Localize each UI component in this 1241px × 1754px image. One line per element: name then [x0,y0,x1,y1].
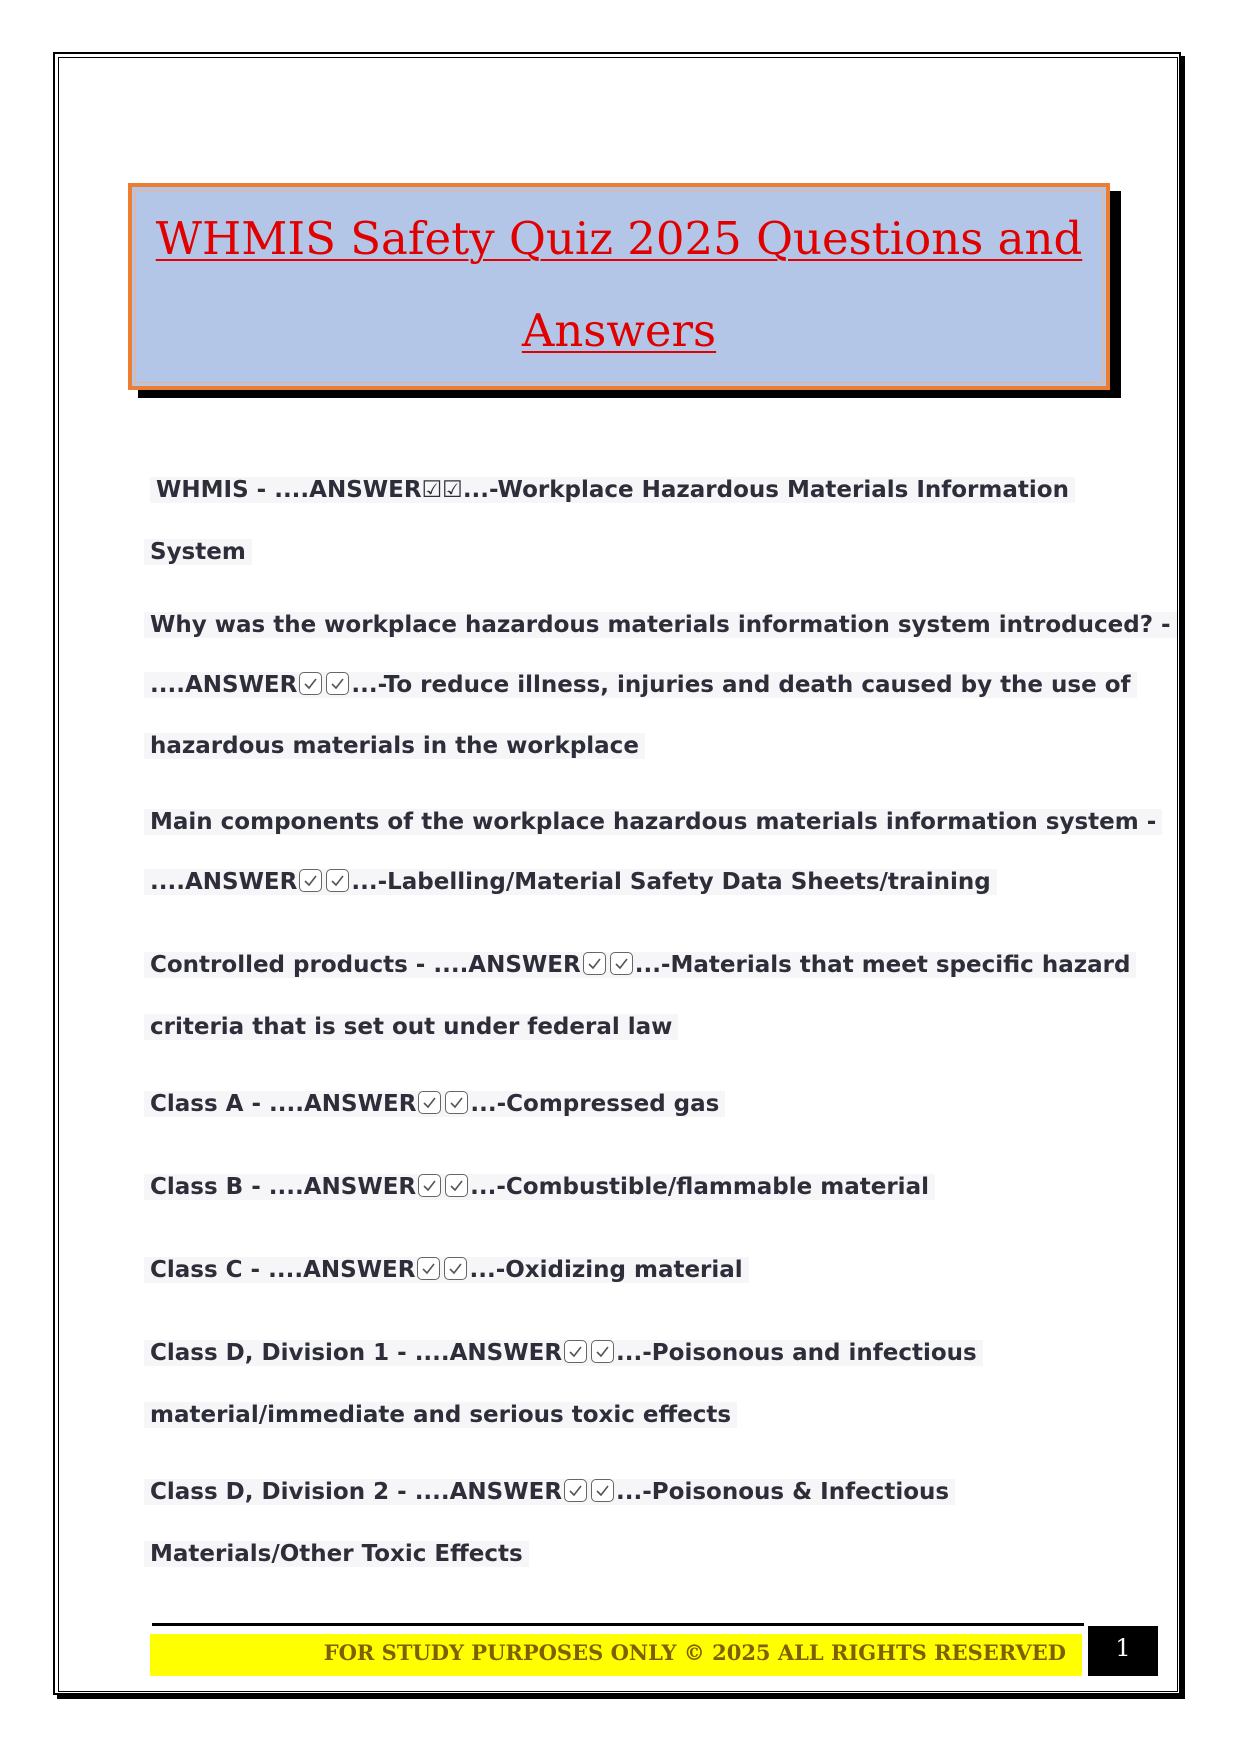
qa-question-line [144,608,1177,642]
answer-text-cont: hazardous materials in the workplace [144,733,645,759]
page-number: 1 [1088,1626,1158,1676]
question-text: Main components of the workplace hazardous materials information system - [144,809,1162,835]
qa-answer-line [144,1537,529,1571]
answer-text: ...-Workplace Hazardous Materials Information [462,477,1069,503]
ballot-check-icon: ☑☑ [421,477,463,503]
check-box-icon [583,952,606,975]
check-box-icon [564,1340,587,1363]
title-box [128,183,1110,390]
answer-marker: ....ANSWER [150,672,298,698]
answer-text: ...-Materials that meet specific hazard [634,952,1131,978]
answer-text: ...-Oxidizing material [469,1257,743,1283]
check-box-icon [299,672,322,695]
answer-text-cont: System [144,539,252,565]
qa-answer-line [144,535,252,569]
answer-text: ...-Combustible/flammable material [470,1174,929,1200]
answer-marker: ....ANSWER [433,952,581,978]
check-box-icon [591,1340,614,1363]
answer-text-cont: material/immediate and serious toxic effects [144,1402,737,1428]
qa-question-line [144,1170,935,1204]
check-box-icon [564,1479,587,1502]
answer-marker: ....ANSWER [269,1091,417,1117]
footer-text: FOR STUDY PURPOSES ONLY © 2025 ALL RIGHTS RESERVED [323,1640,1066,1665]
question-text: Why was the workplace hazardous materials information system introduced? - [144,612,1177,638]
qa-answer-line [144,865,997,899]
qa-answer-line [144,729,645,763]
qa-answer-line [144,1010,678,1044]
answer-text: ...-Poisonous and infectious [616,1340,977,1366]
question-text: Controlled products - [150,952,434,978]
footer-band [150,1634,1082,1676]
answer-marker: ....ANSWER [268,1257,416,1283]
page-title [132,193,1106,377]
answer-marker: ....ANSWER [268,1174,417,1200]
check-box-icon [591,1479,614,1502]
question-text: Class B - [150,1174,269,1200]
answer-marker: ....ANSWER [274,477,422,503]
qa-question-line [144,1336,983,1370]
qa-question-line [144,1253,749,1287]
page-shadow-right [1181,56,1185,1699]
footer-rule [152,1623,1084,1626]
answer-marker: ....ANSWER [414,1340,563,1366]
question-text: Class C - [150,1257,269,1283]
answer-text-cont: criteria that is set out under federal law [144,1014,678,1040]
question-text: Class A - [150,1091,270,1117]
answer-text: ...-To reduce illness, injuries and death caused by the use of [351,672,1131,698]
check-box-icon [445,1174,468,1197]
question-text: Class D, Division 2 - [150,1479,415,1505]
check-box-icon [299,869,322,892]
answer-text-cont: Materials/Other Toxic Effects [144,1541,529,1567]
check-box-icon [445,1091,468,1114]
title-line-1: WHMIS Safety Quiz 2025 Questions and [155,212,1083,265]
qa-question-line [144,948,1136,982]
answer-text: ...-Compressed gas [470,1091,720,1117]
qa-question-line [144,805,1162,839]
check-box-icon [326,869,349,892]
check-box-icon [417,1257,440,1280]
qa-question-line [150,473,1075,507]
answer-marker: ....ANSWER [150,869,298,895]
answer-text: ...-Poisonous & Infectious [616,1479,950,1505]
check-box-icon [418,1174,441,1197]
check-box-icon [610,952,633,975]
page-shadow-bottom [57,1695,1185,1699]
question-text: Class D, Division 1 - [150,1340,415,1366]
answer-marker: ....ANSWER [414,1479,563,1505]
check-box-icon [326,672,349,695]
title-line-2: Answers [521,304,717,357]
qa-question-line [144,1475,955,1509]
check-box-icon [418,1091,441,1114]
qa-answer-line [144,1398,737,1432]
qa-answer-line [144,668,1137,702]
answer-text: ...-Labelling/Material Safety Data Sheets/training [351,869,991,895]
check-box-icon [444,1257,467,1280]
question-text: WHMIS - [156,477,275,503]
qa-question-line [144,1087,725,1121]
